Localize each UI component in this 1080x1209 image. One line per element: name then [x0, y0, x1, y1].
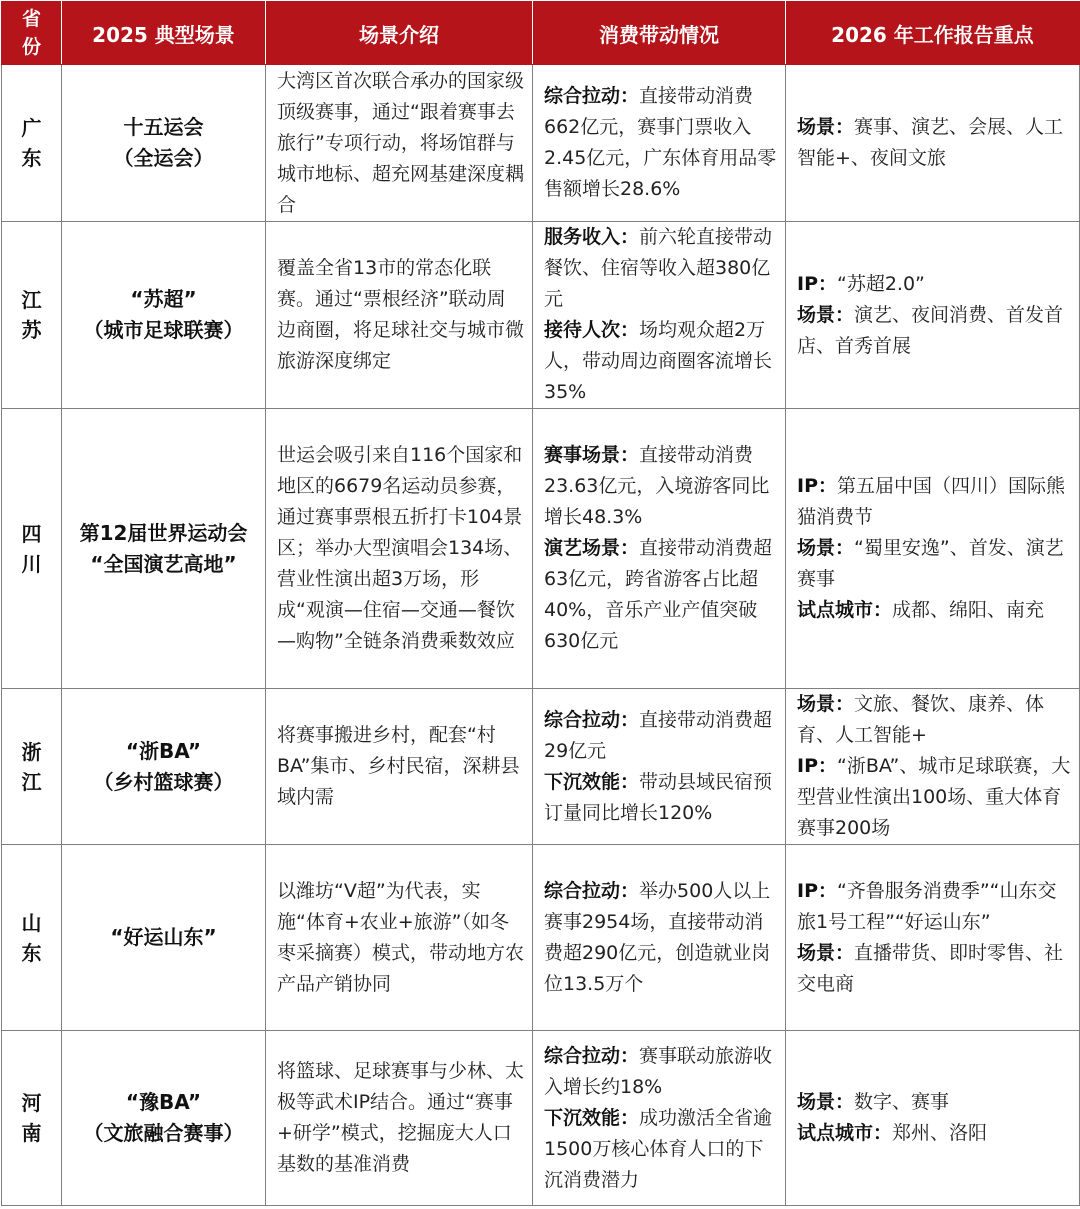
scene-line: 第12届世界运动会	[79, 520, 248, 545]
table-row	[2, 1031, 1080, 1206]
scene-line: （乡村篮球赛）	[93, 769, 234, 794]
consumption-key: 下沉效能：	[544, 770, 640, 793]
focus-item	[797, 1087, 1073, 1118]
table-row	[2, 222, 1080, 409]
focus-item	[797, 1118, 1073, 1149]
consumption-key: 综合拉动：	[544, 1044, 640, 1067]
province-name: 河南	[21, 1091, 42, 1145]
consumption-cell	[533, 65, 786, 222]
focus-item	[797, 533, 1073, 595]
focus-key: IP：	[797, 475, 837, 497]
consumption-item	[544, 705, 777, 767]
scene-line: （全运会）	[113, 146, 214, 170]
scene-cell	[62, 689, 266, 845]
intro-cell: 将赛事搬进乡村，配套“村BA”集市、乡村民宿，深耕县域内需	[266, 689, 533, 845]
consumption-cell	[533, 689, 786, 845]
focus-key: 场景：	[797, 303, 855, 326]
scene-line: “全国演艺高地”	[90, 551, 237, 576]
focus-cell	[786, 65, 1080, 222]
province-name: 山东	[21, 910, 42, 965]
consumption-text: 前六轮直接带动餐饮、住宿等收入超380亿元	[544, 226, 773, 310]
consumption-text: 举办500人以上赛事2954场，直接带动消费超290亿元，创造就业岗位13.5万个	[544, 879, 771, 995]
focus-key: 场景：	[797, 941, 855, 964]
scene-cell	[62, 65, 266, 222]
focus-key: 试点城市：	[797, 1122, 893, 1144]
consumption-cell	[533, 845, 786, 1031]
focus-key: 试点城市：	[797, 599, 893, 621]
focus-text: “浙BA”、城市足球联赛，大型营业性演出100场、重大体育赛事200场	[797, 755, 1071, 839]
consumption-item	[544, 440, 777, 533]
consumption-item	[544, 1103, 777, 1196]
focus-item	[797, 300, 1073, 362]
province-name: 广东	[21, 116, 42, 170]
focus-text: 成都、绵阳、南充	[892, 599, 1045, 621]
intro-cell: 将篮球、足球赛事与少林、太极等武术IP结合。通过“赛事+研学”模式，挖掘庞大人口基数的基准消费	[266, 1031, 533, 1206]
scene-cell	[62, 1031, 266, 1206]
focus-item	[797, 938, 1073, 1000]
scene-cell	[62, 845, 266, 1031]
scene-line: （城市足球联赛）	[83, 318, 244, 342]
consumption-text: 直接带动消费超29亿元	[544, 708, 773, 762]
consumption-cell	[533, 222, 786, 409]
consumption-key: 演艺场景：	[544, 537, 640, 559]
scene-line: 十五运会	[123, 115, 204, 139]
header-focus: 2026 年工作报告重点	[786, 2, 1080, 65]
table-row	[2, 845, 1080, 1031]
focus-cell	[786, 222, 1080, 409]
province-cell	[2, 1031, 62, 1206]
province-cell	[2, 845, 62, 1031]
focus-text: 演艺、夜间消费、首发首店、首秀首展	[797, 303, 1064, 357]
focus-text: 文旅、餐饮、康养、体育、人工智能+	[797, 693, 1045, 746]
consumption-text: 场均观众超2万人，带动周边商圈客流增长35%	[544, 319, 773, 403]
consumption-key: 赛事场景：	[544, 444, 640, 466]
header-consumption: 消费带动情况	[533, 2, 786, 65]
table-row	[2, 65, 1080, 222]
intro-cell: 覆盖全省13市的常态化联赛。通过“票根经济”联动周边商圈，将足球社交与城市微旅游深度绑定	[266, 222, 533, 409]
scene-line: （文旅融合赛事）	[83, 1121, 244, 1145]
focus-cell	[786, 1031, 1080, 1206]
focus-item	[797, 269, 1073, 300]
scene-cell	[62, 409, 266, 689]
focus-item	[797, 751, 1073, 844]
scene-line: “苏超”	[130, 287, 197, 311]
consumption-item	[544, 315, 777, 408]
header-scene: 2025 典型场景	[62, 2, 266, 65]
consumption-text: 带动县域民宿预订量同比增长120%	[544, 770, 773, 824]
consumption-text: 成功激活全省逾1500万核心体育人口的下沉消费潜力	[544, 1106, 773, 1191]
province-cell	[2, 65, 62, 222]
scene-consumption-table	[1, 1, 1080, 1206]
province-cell	[2, 689, 62, 845]
consumption-key: 综合拉动：	[544, 85, 640, 107]
table-row	[2, 689, 1080, 845]
focus-key: IP：	[797, 879, 837, 902]
consumption-item	[544, 81, 777, 205]
focus-text: 数字、赛事	[854, 1091, 950, 1113]
intro-cell: 大湾区首次联合承办的国家级顶级赛事，通过“跟着赛事去旅行”专项行动，将场馆群与城市地标、超充网基建深度耦合	[266, 65, 533, 222]
consumption-text: 直接带动消费662亿元，赛事门票收入2.45亿元，广东体育用品零售额增长28.6%	[544, 85, 777, 200]
focus-key: 场景：	[797, 693, 855, 715]
consumption-text: 直接带动消费超63亿元，跨省游客占比超40%，音乐产业产值突破630亿元	[544, 537, 773, 652]
province-cell	[2, 409, 62, 689]
consumption-item	[544, 1041, 777, 1103]
focus-key: IP：	[797, 272, 837, 295]
scene-line: “好运山东”	[110, 925, 217, 949]
focus-text: “苏超2.0”	[837, 272, 925, 295]
focus-item	[797, 112, 1073, 174]
consumption-item	[544, 876, 777, 1000]
consumption-cell	[533, 409, 786, 689]
consumption-key: 下沉效能：	[544, 1106, 640, 1129]
province-name: 四川	[21, 521, 42, 576]
consumption-item	[544, 533, 777, 657]
focus-cell	[786, 409, 1080, 689]
table-row	[2, 409, 1080, 689]
focus-item	[797, 471, 1073, 533]
focus-cell	[786, 845, 1080, 1031]
province-name: 浙江	[21, 739, 42, 794]
focus-key: IP：	[797, 755, 837, 777]
focus-item	[797, 689, 1073, 751]
consumption-key: 综合拉动：	[544, 708, 640, 731]
focus-text: 直播带货、即时零售、社交电商	[797, 941, 1064, 995]
focus-text: “齐鲁服务消费季”“山东交旅1号工程”“好运山东”	[797, 879, 1057, 933]
focus-cell	[786, 689, 1080, 845]
focus-text: 郑州、洛阳	[892, 1122, 988, 1144]
consumption-text: 直接带动消费23.63亿元，入境游客同比增长48.3%	[544, 444, 770, 528]
consumption-item	[544, 222, 777, 315]
province-name: 江苏	[21, 288, 42, 342]
consumption-cell	[533, 1031, 786, 1206]
intro-cell: 以潍坊“V超”为代表，实施“体育+农业+旅游”（如冬枣采摘赛）模式，带动地方农产品产销协同	[266, 845, 533, 1031]
consumption-item	[544, 767, 777, 829]
consumption-key: 综合拉动：	[544, 879, 640, 902]
focus-key: 场景：	[797, 1091, 855, 1113]
focus-text: “蜀里安逸”、首发、演艺赛事	[797, 537, 1064, 590]
consumption-text: 赛事联动旅游收入增长约18%	[544, 1044, 773, 1098]
consumption-key: 服务收入：	[544, 226, 640, 248]
intro-cell: 世运会吸引来自116个国家和地区的6679名运动员参赛，通过赛事票根五折打卡104景区；举办大型演唱会134场、营业性演出超3万场，形成“观演—住宿—交通—餐饮—购物”全链条消费乘数效应	[266, 409, 533, 689]
header-intro: 场景介绍	[266, 2, 533, 65]
focus-key: 场景：	[797, 537, 855, 559]
focus-item	[797, 876, 1073, 938]
table-header-row	[2, 2, 1080, 65]
scene-cell	[62, 222, 266, 409]
province-cell	[2, 222, 62, 409]
scene-line: “浙BA”	[125, 738, 202, 763]
focus-text: 赛事、演艺、会展、人工智能+、夜间文旅	[797, 116, 1064, 169]
focus-key: 场景：	[797, 116, 855, 138]
scene-line: “豫BA”	[125, 1090, 202, 1114]
focus-item	[797, 595, 1073, 626]
consumption-key: 接待人次：	[544, 319, 640, 341]
focus-text: 第五届中国（四川）国际熊猫消费节	[797, 475, 1066, 528]
header-province: 省份	[2, 2, 62, 65]
